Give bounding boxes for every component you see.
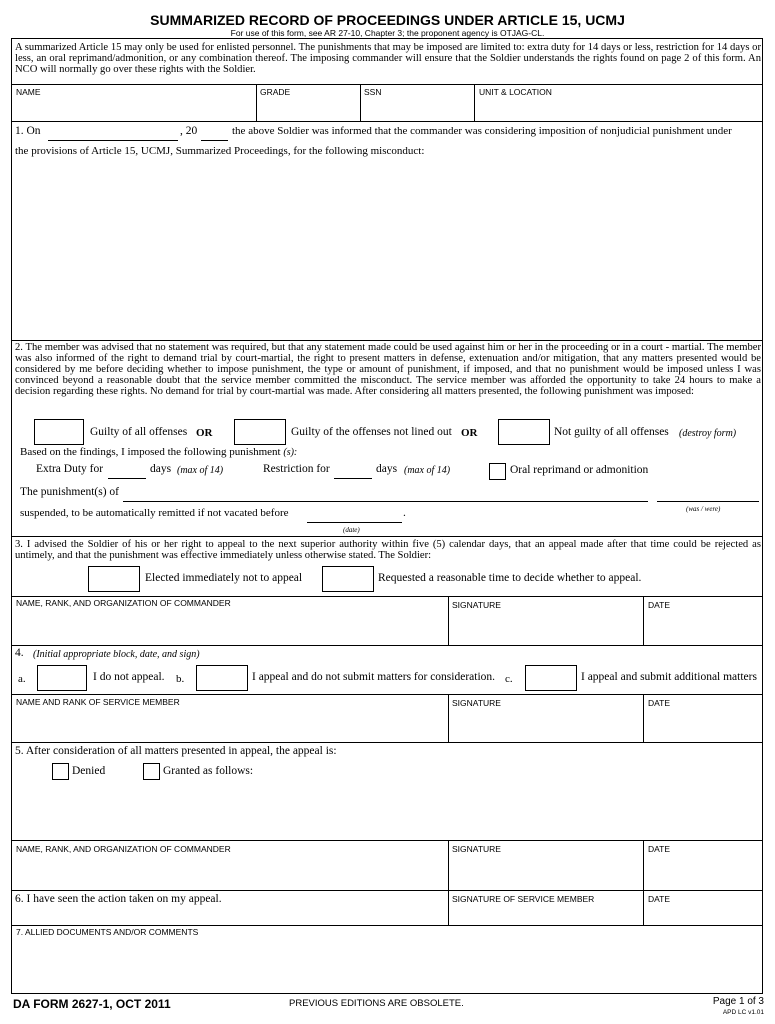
option-b-letter: b.	[176, 673, 185, 685]
unit-location-label: UNIT & LOCATION	[479, 87, 552, 97]
allied-documents-area[interactable]	[13, 940, 761, 992]
not-guilty-box[interactable]	[498, 419, 550, 445]
section5-text: 5. After consideration of all matters presented in appeal, the appeal is:	[15, 745, 337, 757]
guilty-all-label: Guilty of all offenses	[90, 426, 188, 438]
page-number: Page 1 of 3	[712, 996, 764, 1007]
service-member-name-label: NAME AND RANK OF SERVICE MEMBER	[16, 697, 180, 707]
not-guilty-label: Not guilty of all offenses	[554, 426, 669, 438]
date-label-4: DATE	[648, 894, 671, 904]
option-c-letter: c.	[505, 673, 513, 685]
form-number: DA FORM 2627-1, OCT 2011	[13, 997, 171, 1011]
no-appeal-label: Elected immediately not to appeal	[145, 572, 303, 584]
signature-member-label: SIGNATURE OF SERVICE MEMBER	[452, 894, 595, 904]
guilty-some-box[interactable]	[234, 419, 286, 445]
granted-label: Granted as follows:	[163, 765, 254, 777]
misconduct-area[interactable]	[13, 160, 761, 338]
oral-reprimand-label: Oral reprimand or admonition	[510, 464, 649, 476]
signature-label-3: SIGNATURE	[452, 844, 501, 854]
commander-name-label-1: NAME, RANK, AND ORGANIZATION OF COMMANDER	[16, 598, 231, 608]
extra-duty-max: (max of 14)	[177, 465, 224, 476]
section3-text: 3. I advised the Soldier of his or her right to appeal to the next superior authority within five (5) calendar days, that an appeal made after that time could be rejected as untimely, and that the punishment was effective immediately unless otherwise stated. The Soldier:	[15, 539, 761, 561]
restriction-label: Restriction for	[263, 463, 330, 475]
form-subtitle: For use of this form, see AR 27-10, Chapter 3; the proponent agency is OTJAG-CL.	[230, 28, 545, 38]
restriction-max: (max of 14)	[404, 465, 451, 476]
guilty-all-box[interactable]	[34, 419, 84, 445]
option-b-label: I appeal and do not submit matters for consideration.	[252, 671, 496, 683]
granted-checkbox[interactable]	[143, 763, 160, 780]
was-were-caption: (was / were)	[686, 505, 721, 513]
grade-label: GRADE	[260, 87, 291, 97]
section1-line2: the provisions of Article 15, UCMJ, Summarized Proceedings, for the following misconduct:	[15, 145, 425, 157]
date-label-3: DATE	[648, 844, 671, 854]
reasonable-time-box[interactable]	[322, 566, 374, 592]
or-label-2: OR	[461, 427, 478, 439]
oral-reprimand-checkbox[interactable]	[489, 463, 506, 480]
denied-label: Denied	[72, 765, 106, 777]
suspended-date-blank[interactable]	[307, 522, 402, 523]
obsolete-notice: PREVIOUS EDITIONS ARE OBSOLETE.	[289, 998, 464, 1009]
option-c-label: I appeal and submit additional matters	[581, 671, 757, 683]
extra-duty-label: Extra Duty for	[36, 463, 104, 475]
or-label-1: OR	[196, 427, 213, 439]
section1-year: , 20	[180, 125, 198, 137]
restriction-days-blank[interactable]	[334, 478, 372, 479]
signature-label-1: SIGNATURE	[452, 600, 501, 610]
findings-text: Based on the findings, I imposed the following punishment (s):	[20, 446, 298, 458]
version-label: APD LC v1.01	[722, 1009, 764, 1016]
option-a-label: I do not appeal.	[93, 671, 165, 683]
reasonable-time-label: Requested a reasonable time to decide whether to appeal.	[378, 572, 642, 584]
commander-name-label-2: NAME, RANK, AND ORGANIZATION OF COMMANDER	[16, 844, 231, 854]
was-were-blank[interactable]	[657, 501, 759, 502]
suspended-label: suspended, to be automatically remitted if not vacated before	[20, 507, 289, 519]
name-label: NAME	[16, 87, 41, 97]
denied-checkbox[interactable]	[52, 763, 69, 780]
date-caption: (date)	[343, 526, 360, 534]
date-blank[interactable]	[48, 140, 178, 141]
option-a-letter: a.	[18, 673, 26, 685]
intro-text: A summarized Article 15 may only be used for enlisted personnel. The punishments that may be imposed are limited to: extra duty for 14 days or less, restriction for 14 days or less, an oral reprimand/admonition, or any combination thereof. The imposing commander will ensure that the Soldier understands the rights found on page 2 of this form. An NCO will normally go over these rights with the Soldier.	[15, 42, 761, 75]
date-label-1: DATE	[648, 600, 671, 610]
punishments-of-label: The punishment(s) of	[20, 486, 120, 498]
option-b-box[interactable]	[196, 665, 248, 691]
section1-line1: the above Soldier was informed that the commander was considering imposition of nonjudicial punishment under	[232, 125, 732, 137]
section2-text: 2. The member was advised that no statement was required, but that any statement made could be used against him or her in the proceeding or in a court - martial. The member was also informed of the right to demand trial by court-martial, the right to present matters in defense, extenuation and/or mitigation, that any matters presented would be considered by me before deciding whether to impose punishment, the type or amount of punishment, if imposed, and that no punishment would be imposed unless I was convinced beyond a reasonable doubt that the service member committed the misconduct. The service member was afforded the opportunity to take 24 hours to make a decision regarding these rights. No demand for trial by court-martial was made. After considering all matters presented, the following punishment was imposed:	[15, 342, 761, 397]
destroy-form-note: (destroy form)	[679, 428, 737, 439]
granted-details-area[interactable]	[170, 782, 760, 838]
year-blank[interactable]	[201, 140, 228, 141]
section1-on: 1. On	[15, 125, 41, 137]
section4-number: 4.	[15, 647, 24, 659]
restriction-days-label: days	[376, 463, 398, 475]
extra-duty-days-label: days	[150, 463, 172, 475]
date-label-2: DATE	[648, 698, 671, 708]
extra-duty-days-blank[interactable]	[108, 478, 146, 479]
ssn-label: SSN	[364, 87, 382, 97]
option-c-box[interactable]	[525, 665, 577, 691]
section4-instruction: (Initial appropriate block, date, and sign)	[33, 649, 200, 660]
punishments-blank[interactable]	[123, 501, 648, 502]
guilty-some-label: Guilty of the offenses not lined out	[291, 426, 452, 438]
allied-documents-label: 7. ALLIED DOCUMENTS AND/OR COMMENTS	[16, 927, 199, 937]
signature-label-2: SIGNATURE	[452, 698, 501, 708]
option-a-box[interactable]	[37, 665, 87, 691]
section6-text: 6. I have seen the action taken on my appeal.	[15, 893, 222, 905]
no-appeal-box[interactable]	[88, 566, 140, 592]
form-title: SUMMARIZED RECORD OF PROCEEDINGS UNDER ARTICLE 15, UCMJ	[150, 12, 625, 28]
suspended-period: .	[403, 507, 406, 519]
